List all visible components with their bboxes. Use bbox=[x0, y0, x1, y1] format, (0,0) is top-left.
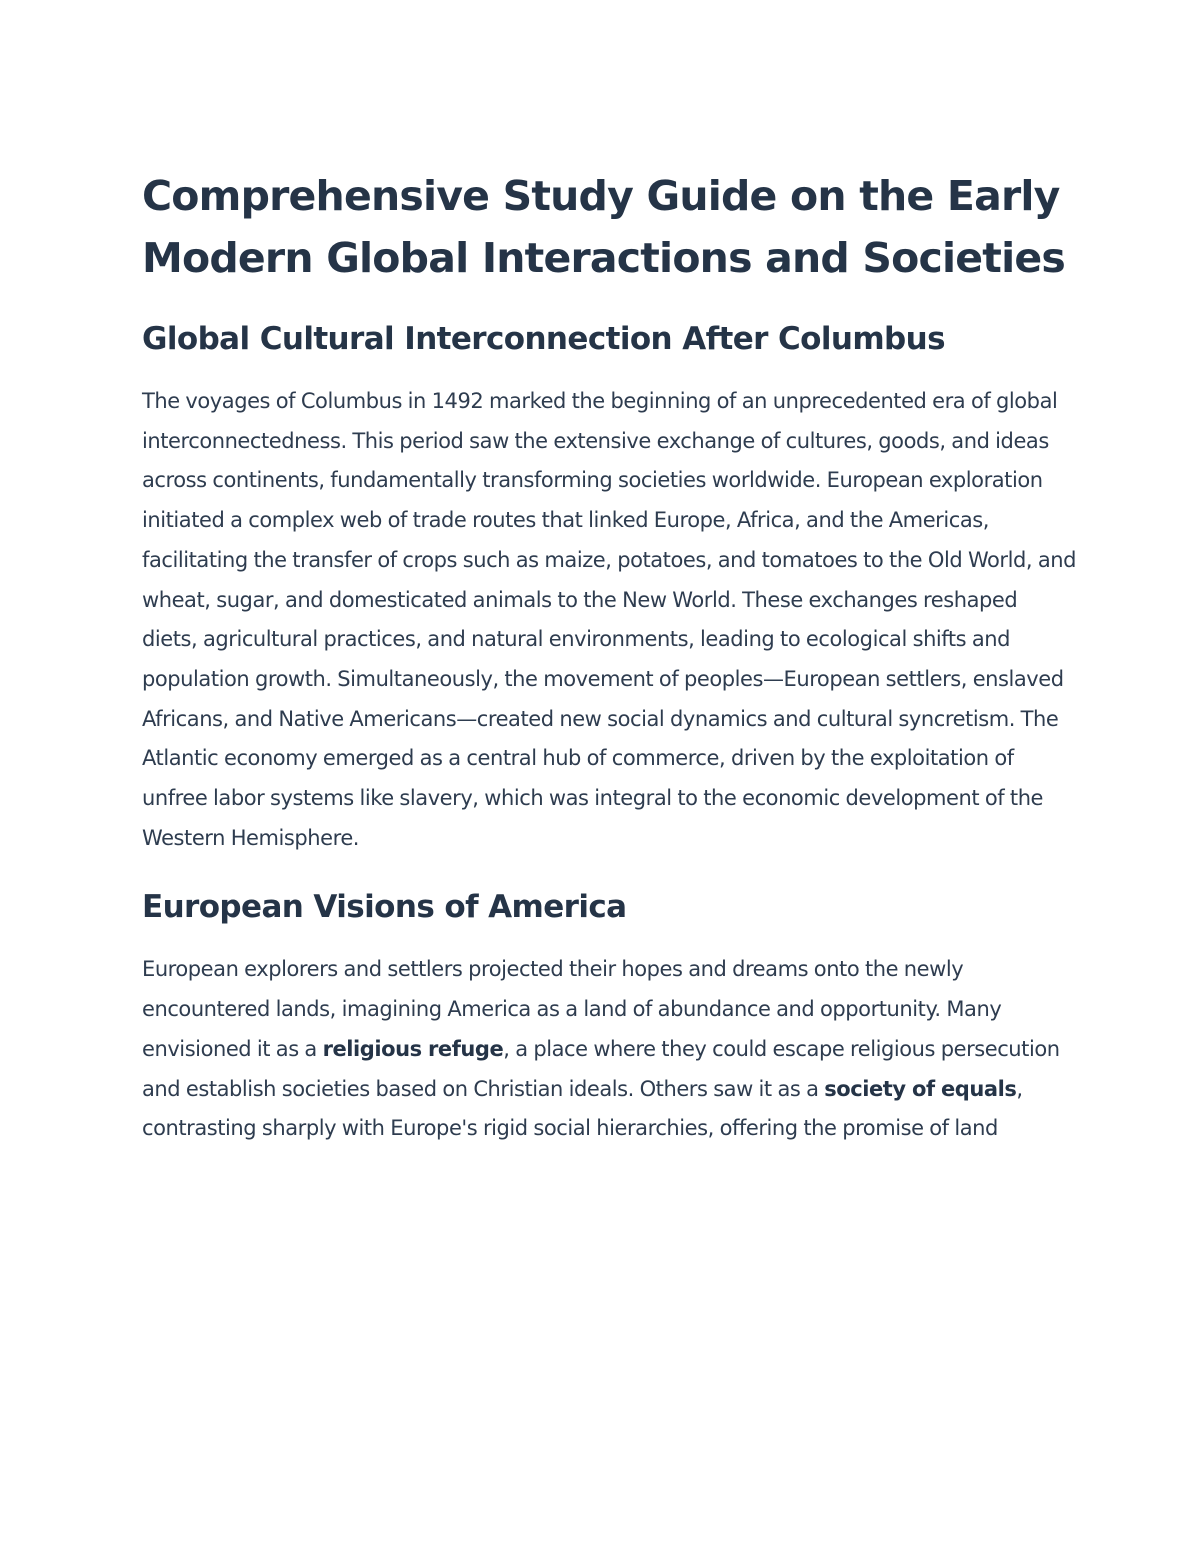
paragraph-text: , a place where they could escape religious persecution and establish societies based on Christian ideals. Others saw it as a bbox=[142, 1036, 1060, 1101]
section-heading-global-interconnection: Global Cultural Interconnection After Columbus bbox=[142, 321, 945, 357]
bold-term-society-of-equals: society of equals bbox=[824, 1076, 1017, 1101]
section-paragraph-global-interconnection: The voyages of Columbus in 1492 marked the beginning of an unprecedented era of global interconnectedness. This period saw the extensive exchange of cultures, goods, and ideas across continents, fundamentally transforming societies worldwide. European exploration initiated a complex web of trade routes that linked Europe, Africa, and the Americas, facilitating the transfer of crops such as maize, potatoes, and tomatoes to the Old World, and wheat, sugar, and domesticated animals to the New World. These exchanges reshaped diets, agricultural practices, and natural environments, leading to ecological shifts and population growth. Simultaneously, the movement of peoples—European settlers, enslaved Africans, and Native Americans—created new social dynamics and cultural syncretism. The Atlantic economy emerged as a central hub of commerce, driven by the exploitation of unfree labor systems like slavery, which was integral to the economic development of the Western Hemisphere. bbox=[142, 389, 1076, 850]
section-heading-european-visions: European Visions of America bbox=[142, 889, 627, 926]
document-page bbox=[142, 165, 1077, 1149]
section-paragraph-european-visions bbox=[142, 950, 1077, 1149]
bold-term-religious-refuge: religious refuge bbox=[322, 1036, 504, 1061]
paragraph-text: European explorers and settlers projected their hopes and dreams onto the newly encountered lands, imagining America as a land of abundance and opportunity. Many envisioned it as a bbox=[142, 957, 1002, 1061]
document-title: Comprehensive Study Guide on the Early Modern Global Interactions and Societies bbox=[142, 172, 1065, 282]
paragraph-text: , contrasting sharply with Europe's rigid social hierarchies, offering the promise of land bbox=[142, 1076, 1023, 1141]
